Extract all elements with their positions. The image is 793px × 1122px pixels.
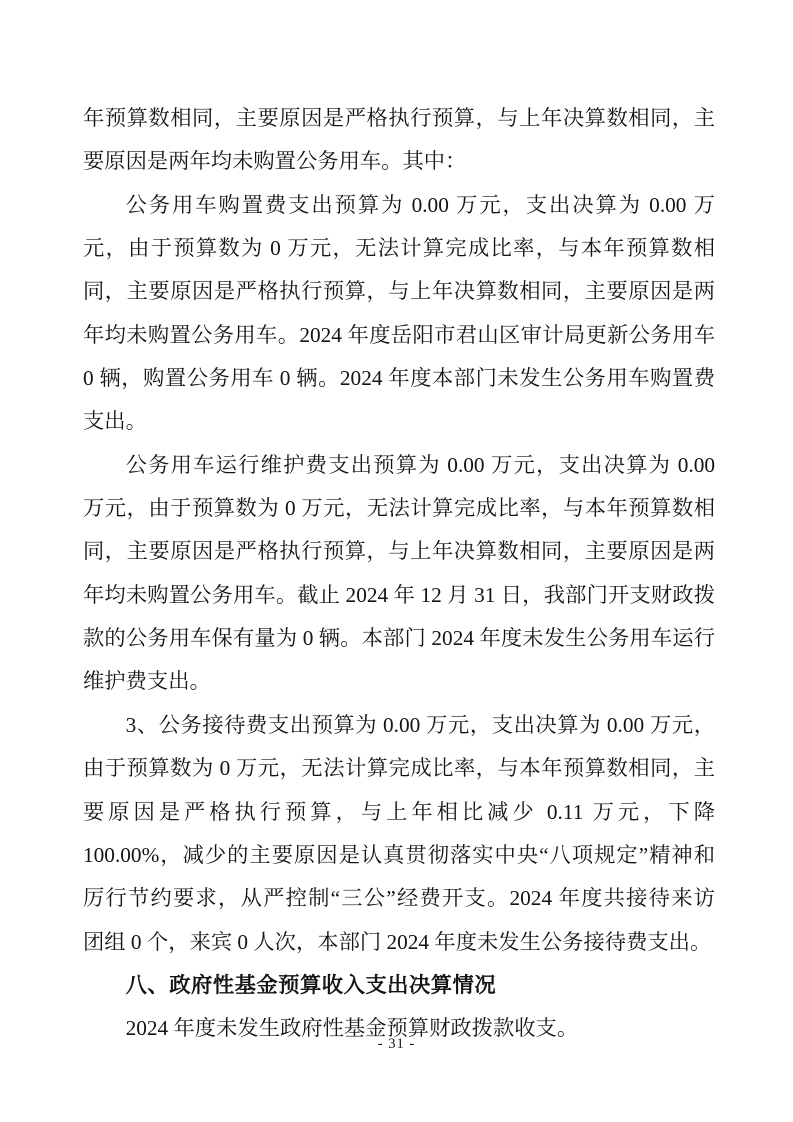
text-line: 由于预算数为 0 万元，无法计算完成比率，与本年预算数相同，主: [83, 756, 715, 781]
text-line: 100.00%，减少的主要原因是认真贯彻落实中央“八项规定”精神和: [83, 842, 715, 867]
text-line: 同，主要原因是严格执行预算，与上年决算数相同，主要原因是两: [83, 539, 715, 564]
document-body: [83, 97, 715, 1051]
text-line: 要原因是严格执行预算，与上年相比减少 0.11 万元，下降: [83, 799, 715, 824]
text-line: 公务用车购置费支出预算为 0.00 万元，支出决算为 0.00 万: [125, 192, 715, 217]
text-line: 万元，由于预算数为 0 万元，无法计算完成比率，与本年预算数相: [83, 496, 715, 521]
text-line: 维护费支出。: [83, 669, 211, 694]
text-line: 0 辆，购置公务用车 0 辆。2024 年度本部门未发生公务用车购置费: [83, 366, 715, 391]
text-line: 2024 年度未发生政府性基金预算财政拨款收支。: [125, 1016, 579, 1041]
text-line: 厉行节约要求，从严控制“三公”经费开支。2024 年度共接待来访: [83, 886, 715, 911]
page-number: - 31 -: [377, 1036, 416, 1052]
text-line: 款的公务用车保有量为 0 辆。本部门 2024 年度未发生公务用车运行: [83, 626, 715, 651]
text-line: 元，由于预算数为 0 万元，无法计算完成比率，与本年预算数相: [83, 236, 715, 261]
text-line: 3、公务接待费支出预算为 0.00 万元，支出决算为 0.00 万元，: [125, 712, 715, 737]
text-line: 年预算数相同，主要原因是严格执行预算，与上年决算数相同，主: [83, 106, 715, 130]
text-line: 团组 0 个，来宾 0 人次，本部门 2024 年度未发生公务接待费支出。: [83, 929, 712, 954]
page-footer: [0, 1036, 793, 1053]
section-heading: 八、政府性基金预算收入支出决算情况: [125, 972, 497, 997]
text-line: 同，主要原因是严格执行预算，与上年决算数相同，主要原因是两: [83, 279, 715, 304]
text-line: 年均未购置公务用车。截止 2024 年 12 月 31 日，我部门开支财政拨: [83, 582, 715, 607]
text-line: 公务用车运行维护费支出预算为 0.00 万元，支出决算为 0.00: [125, 452, 715, 477]
text-line: 要原因是两年均未购置公务用车。其中：: [83, 149, 467, 174]
text-line: 年均未购置公务用车。2024 年度岳阳市君山区审计局更新公务用车: [83, 322, 715, 347]
text-line: 支出。: [83, 409, 147, 434]
